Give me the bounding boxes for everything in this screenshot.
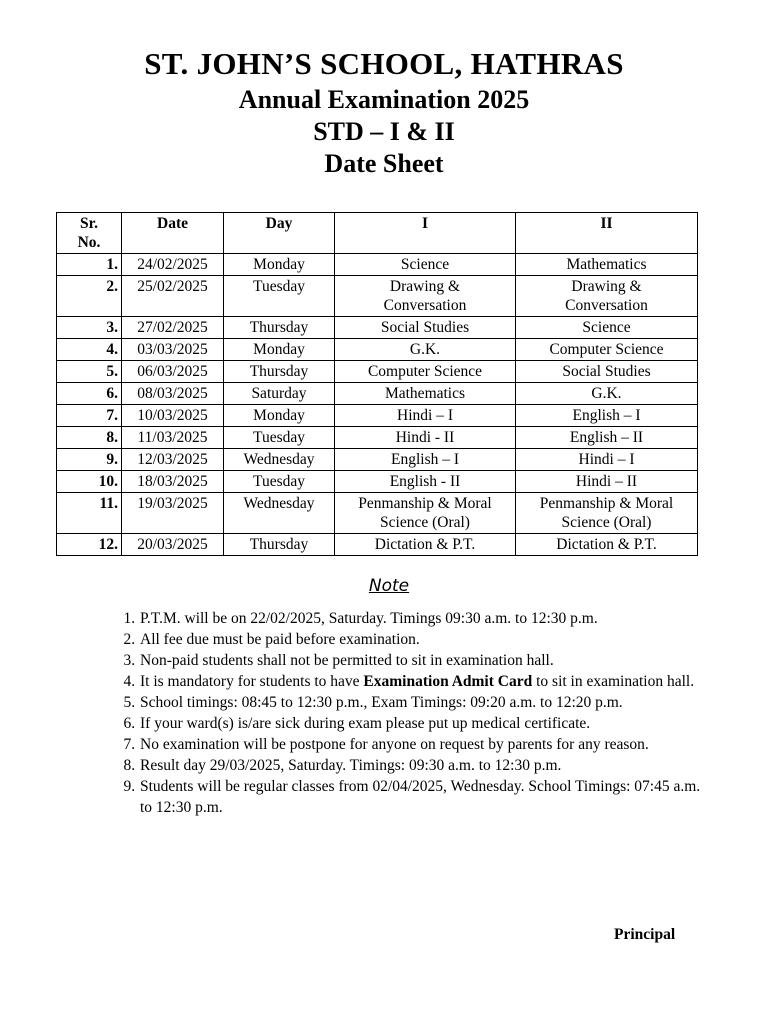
cell-date: 18/03/2025 [122,471,224,493]
standard-title: STD – I & II [313,117,455,146]
document-header [0,44,768,180]
cell-class-ii: Computer Science [516,339,698,361]
table-row [57,405,698,427]
cell-date: 27/02/2025 [122,317,224,339]
note-item: 2. All fee due must be paid before examination. [139,629,715,650]
cell-sr-no: 8. [57,427,122,449]
header-sr-no: Sr. No. [57,213,122,254]
cell-class-ii: Mathematics [516,254,698,276]
cell-day: Saturday [224,383,335,405]
cell-day: Thursday [224,361,335,383]
cell-sr-no: 10. [57,471,122,493]
cell-day: Tuesday [224,471,335,493]
note-item: 8. Result day 29/03/2025, Saturday. Timings: 09:30 a.m. to 12:30 p.m. [139,755,715,776]
cell-class-ii: English – I [516,405,698,427]
table-row [57,254,698,276]
cell-sr-no: 4. [57,339,122,361]
date-sheet-title: Date Sheet [324,149,444,178]
cell-class-i: Social Studies [335,317,516,339]
cell-class-i: Penmanship & Moral Science (Oral) [335,493,516,534]
cell-class-i: Hindi – I [335,405,516,427]
cell-day: Wednesday [224,449,335,471]
cell-sr-no: 6. [57,383,122,405]
cell-sr-no: 5. [57,361,122,383]
cell-date: 12/03/2025 [122,449,224,471]
header-date: Date [122,213,224,254]
cell-class-i: Hindi - II [335,427,516,449]
note-item: 9. Students will be regular classes from 02/04/2025, Wednesday. School Timings: 07:45 a.m. to 12:30 p.m. [139,776,715,818]
cell-date: 08/03/2025 [122,383,224,405]
cell-sr-no: 9. [57,449,122,471]
note-item: 3. Non-paid students shall not be permitted to sit in examination hall. [139,650,715,671]
note-item: 4. It is mandatory for students to have Examination Admit Card to sit in examination hall. [139,671,715,692]
cell-class-i: Mathematics [335,383,516,405]
cell-class-ii: Hindi – I [516,449,698,471]
cell-day: Tuesday [224,276,335,317]
cell-date: 25/02/2025 [122,276,224,317]
note-title: Note [368,576,410,596]
cell-class-ii: Hindi – II [516,471,698,493]
cell-class-ii: G.K. [516,383,698,405]
cell-class-i: G.K. [335,339,516,361]
note-item: 6. If your ward(s) is/are sick during exam please put up medical certificate. [139,713,715,734]
cell-day: Thursday [224,317,335,339]
cell-date: 24/02/2025 [122,254,224,276]
table-row [57,276,698,317]
note-item: 7. No examination will be postpone for anyone on request by parents for any reason. [139,734,715,755]
cell-class-ii: English – II [516,427,698,449]
cell-class-i: Computer Science [335,361,516,383]
table-row [57,339,698,361]
header-class-i: I [335,213,516,254]
cell-date: 10/03/2025 [122,405,224,427]
cell-sr-no: 7. [57,405,122,427]
note-item: 5. School timings: 08:45 to 12:30 p.m., Exam Timings: 09:20 a.m. to 12:20 p.m. [139,692,715,713]
cell-class-ii: Penmanship & Moral Science (Oral) [516,493,698,534]
cell-date: 06/03/2025 [122,361,224,383]
table-body [57,254,698,556]
cell-date: 11/03/2025 [122,427,224,449]
cell-class-ii: Drawing & Conversation [516,276,698,317]
table-row [57,383,698,405]
table-row [57,361,698,383]
note-item: 1. P.T.M. will be on 22/02/2025, Saturday. Timings 09:30 a.m. to 12:30 p.m. [139,608,715,629]
exam-title: Annual Examination 2025 [238,85,530,114]
cell-sr-no: 11. [57,493,122,534]
cell-sr-no: 1. [57,254,122,276]
cell-day: Monday [224,339,335,361]
cell-class-i: English – I [335,449,516,471]
cell-class-ii: Science [516,317,698,339]
note-emphasis: Examination Admit Card [363,673,533,690]
header-day: Day [224,213,335,254]
cell-sr-no: 2. [57,276,122,317]
cell-day: Tuesday [224,427,335,449]
cell-day: Monday [224,405,335,427]
principal-signature-label: Principal [614,926,676,943]
table-row [57,427,698,449]
cell-sr-no: 12. [57,534,122,556]
cell-class-i: English - II [335,471,516,493]
date-sheet-table [56,212,698,556]
school-name: ST. JOHN’S SCHOOL, HATHRAS [144,46,624,81]
table-row [57,317,698,339]
table-row [57,449,698,471]
header-class-ii: II [516,213,698,254]
cell-class-i: Dictation & P.T. [335,534,516,556]
cell-class-ii: Social Studies [516,361,698,383]
notes-list [112,608,715,818]
cell-date: 19/03/2025 [122,493,224,534]
cell-date: 03/03/2025 [122,339,224,361]
cell-day: Monday [224,254,335,276]
table-row [57,534,698,556]
cell-sr-no: 3. [57,317,122,339]
cell-day: Thursday [224,534,335,556]
cell-day: Wednesday [224,493,335,534]
cell-class-i: Science [335,254,516,276]
cell-date: 20/03/2025 [122,534,224,556]
table-row [57,471,698,493]
cell-class-ii: Dictation & P.T. [516,534,698,556]
table-row [57,493,698,534]
table-header-row [57,213,698,254]
cell-class-i: Drawing & Conversation [335,276,516,317]
